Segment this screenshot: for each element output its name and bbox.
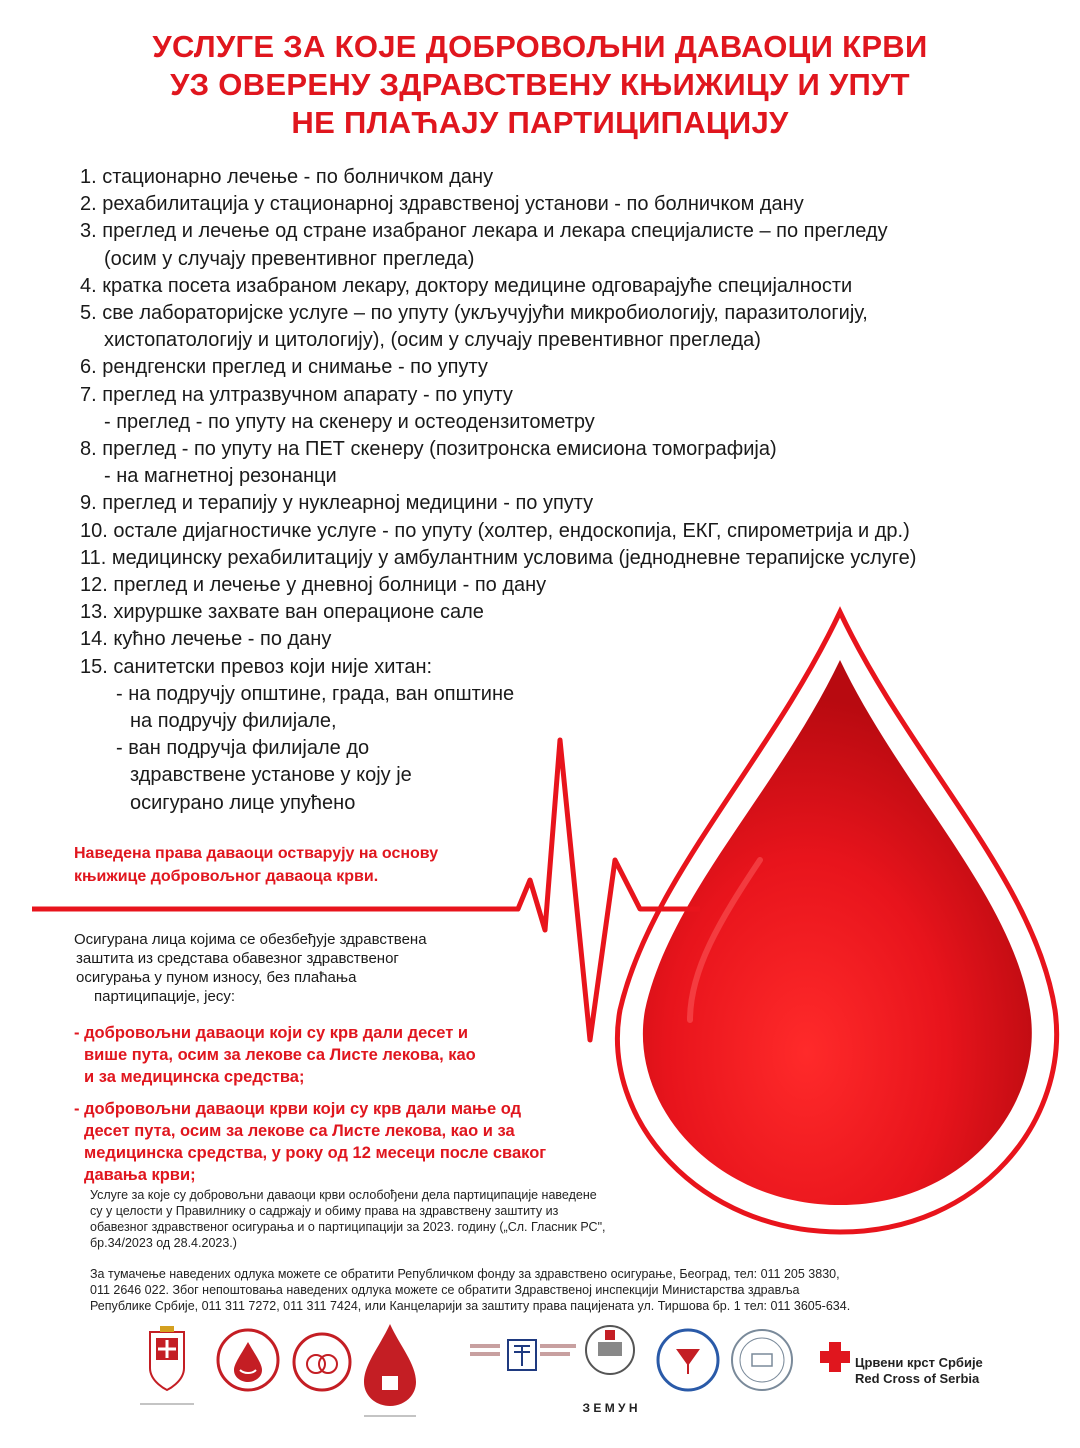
regulation-note bbox=[90, 1187, 730, 1251]
blood-drop-institute-logo-icon bbox=[364, 1324, 416, 1416]
list-item: 2. рехабилитација у стационарној здравственој установи - по болничком дану bbox=[80, 193, 804, 216]
category-line: десет пута, осим за лекове са Листе лекова, као и за bbox=[84, 1122, 515, 1140]
category-item bbox=[74, 1098, 594, 1186]
list-item: хистопатологију и цитологију), (осим у случају превентивног прегледа) bbox=[104, 329, 761, 352]
note-line: Републике Србије, 011 311 7272, 011 311 7424, или Канцеларији за заштиту права пацијената ул. Тиршова бр. 1 тел: 011 3605-634. bbox=[90, 1299, 851, 1313]
list-item: 7. преглед на ултразвучном апарату - по упуту bbox=[80, 383, 513, 406]
red-cross-icon bbox=[820, 1342, 850, 1372]
blood-bank-logo-icon bbox=[658, 1330, 718, 1390]
insured-line: осигурања у пуном износу, без плаћања bbox=[76, 969, 357, 986]
note-line: су у целости у Правилнику о садржају и обиму права на здравствену заштиту из bbox=[90, 1204, 559, 1218]
insured-line: партиципације, јесу: bbox=[94, 988, 235, 1005]
note-line: За тумачење наведених одлука можете се обратити Републичком фонду за здравствено осигурање, Београд, тел: 011 205 3830, bbox=[90, 1267, 840, 1281]
list-item: 11. медицинску рехабилитацију у амбулантним условима (једнодневне терапијске услуге) bbox=[80, 546, 917, 569]
rights-line: Наведена права даваоци остварују на основу bbox=[74, 845, 439, 862]
note-line: Услуге за које су добровољни даваоци крви ослобођени дела партиципације наведене bbox=[90, 1188, 597, 1202]
list-item: 9. преглед и терапију у нуклеарној медицини - по упуту bbox=[80, 492, 594, 515]
rights-note bbox=[74, 842, 534, 888]
category-line: - добровољни даваоци крви који су крв дали мање од bbox=[74, 1100, 522, 1118]
zemun-label: З Е М У Н bbox=[582, 1401, 638, 1415]
note-line: бр.34/2023 од 28.4.2023.) bbox=[90, 1236, 237, 1250]
list-item: - на подручју општине, града, ван општине bbox=[116, 682, 515, 705]
contact-note bbox=[90, 1266, 1030, 1314]
list-item: на подручју филијале, bbox=[130, 710, 337, 733]
category-line: медицинска средства, у року од 12 месеци после сваког bbox=[84, 1144, 547, 1162]
hospital-zemun-logo-icon bbox=[586, 1326, 634, 1374]
insured-line: Осигурана лица којима се обезбеђује здравствена bbox=[74, 931, 427, 948]
list-item: - преглед - по упуту на скенеру и остеодензитометру bbox=[104, 410, 595, 433]
category-item bbox=[74, 1022, 594, 1088]
list-item: здравствене установе у коју је bbox=[130, 764, 412, 787]
list-item: 15. санитетски превоз који није хитан: bbox=[80, 655, 433, 678]
insured-categories bbox=[74, 1022, 594, 1196]
list-item: 1. стационарно лечење - по болничком дану bbox=[80, 166, 494, 188]
list-item: - ван подручја филијале до bbox=[116, 737, 370, 760]
hospital-seal-logo-icon bbox=[732, 1330, 792, 1390]
red-cross-serbia-label bbox=[855, 1355, 983, 1387]
category-line: и за медицинска средства; bbox=[84, 1068, 305, 1086]
list-item: осигурано лице упућено bbox=[130, 791, 356, 814]
note-line: 011 2646 022. Због непоштовања наведених одлука можете се обратити Здравственој инспекцији Министарства здравља bbox=[90, 1283, 800, 1297]
red-cross-name-sr: Црвени крст Србије bbox=[855, 1355, 983, 1370]
insured-intro bbox=[74, 930, 524, 1006]
list-item: 10. остале дијагностичке услуге - по упуту (холтер, ендоскопија, ЕКГ, спирометрија и др.) bbox=[80, 519, 910, 542]
rights-line: књижице добровољног даваоца крви. bbox=[74, 868, 379, 885]
category-line: давања крви; bbox=[84, 1166, 196, 1184]
blood-transfusion-logo-icon bbox=[218, 1330, 278, 1390]
title-line-3: НЕ ПЛАЋАЈУ ПАРТИЦИПАЦИЈУ bbox=[291, 105, 789, 140]
category-line: - добровољни даваоци који су крв дали десет и bbox=[74, 1024, 469, 1042]
list-item: - на магнетној резонанци bbox=[104, 465, 337, 488]
list-item: 13. хируршке захвате ван операционе сале bbox=[80, 601, 484, 624]
red-cross-name-en: Red Cross of Serbia bbox=[855, 1371, 980, 1386]
list-item: 4. кратка посета изабраном лекару, доктору медицине одговарајуће специјалности bbox=[80, 274, 853, 297]
title-line-2: УЗ ОВЕРЕНУ ЗДРАВСТВЕНУ КЊИЖИЦУ И УПУТ bbox=[170, 67, 910, 102]
list-item: (осим у случају превентивног прегледа) bbox=[104, 247, 475, 270]
list-item: 5. све лабораторијске услуге – по упуту (укључујући микробиологију, паразитологију, bbox=[80, 302, 868, 325]
list-item: 3. преглед и лечење од стране изабраног лекара и лекара специјалисте – по прегледу bbox=[80, 220, 888, 243]
list-item: 14. кућно лечење - по дану bbox=[80, 628, 332, 651]
insured-line: заштита из средстава обавезног здравственог bbox=[76, 950, 399, 967]
clinical-center-logo-icon bbox=[470, 1340, 576, 1370]
services-list bbox=[80, 164, 1060, 817]
blood-donors-association-logo-icon bbox=[294, 1334, 350, 1390]
note-line: обавезног здравственог осигурања и о партиципацији за 2023. годину („Сл. Гласник РС", bbox=[90, 1220, 606, 1234]
list-item: 12. преглед и лечење у дневној болници - по дану bbox=[80, 574, 547, 597]
list-item: 6. рендгенски преглед и снимање - по упуту bbox=[80, 356, 488, 379]
category-line: више пута, осим за лекове са Листе лекова, као bbox=[84, 1046, 476, 1064]
list-item: 8. преглед - по упуту на ПЕТ скенеру (позитронска емисиона томографија) bbox=[80, 438, 777, 461]
title-line-1: УСЛУГЕ ЗА КОЈЕ ДОБРОВОЉНИ ДАВАОЦИ КРВИ bbox=[152, 29, 928, 64]
serbia-coat-of-arms-icon bbox=[140, 1326, 194, 1404]
